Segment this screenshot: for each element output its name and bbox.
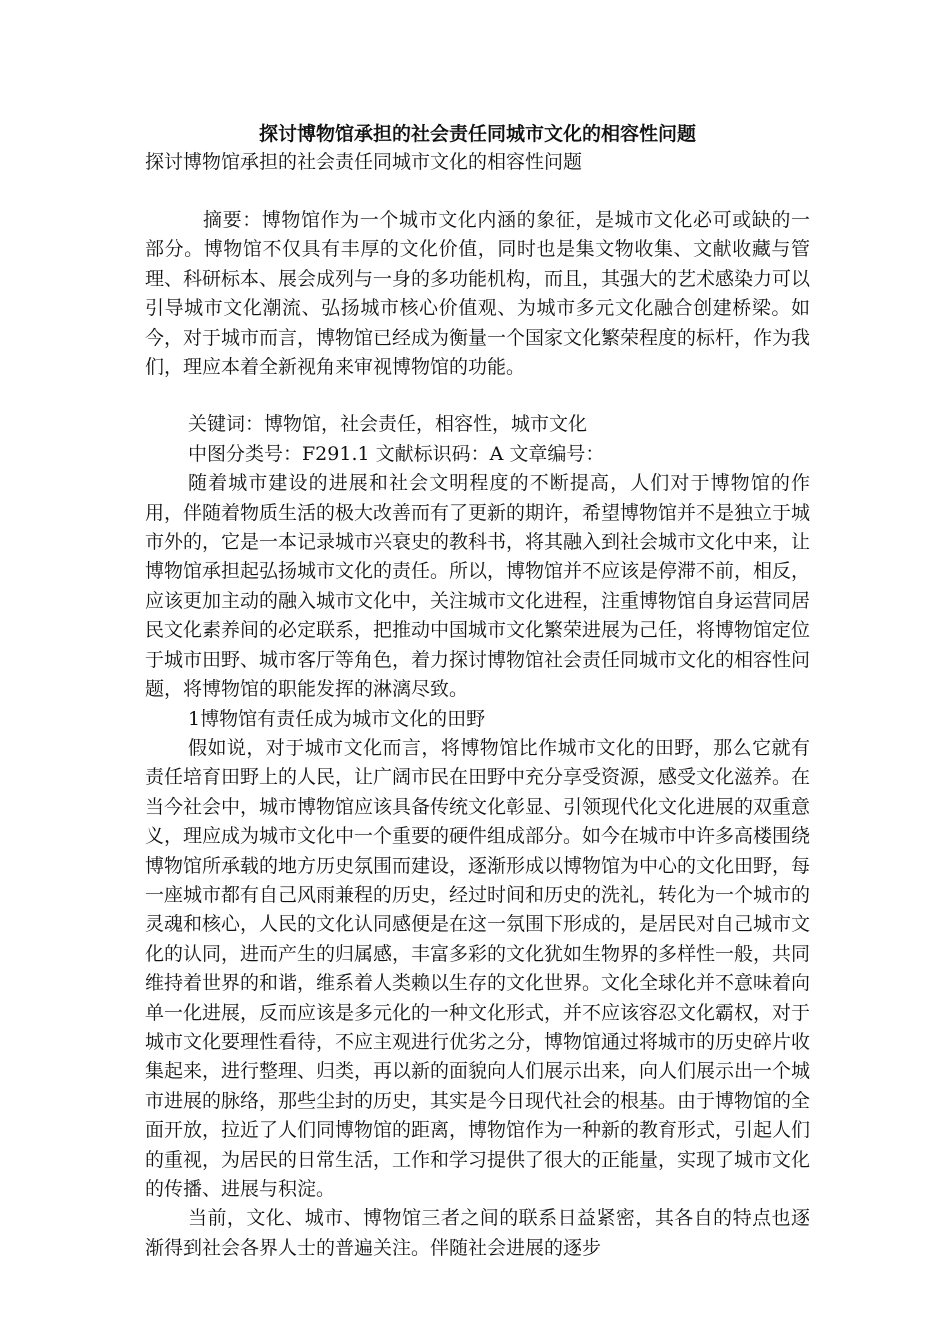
spacer xyxy=(145,382,810,410)
classification-line: 中图分类号：F291.1 文献标识码：A 文章编号： xyxy=(188,442,605,465)
intro-paragraph: 随着城市建设的进展和社会文明程度的不断提高，人们对于博物馆的作用，伴随着物质生活的极大改善而有了更新的期许，希望博物馆并不是独立于城市外的，它是一本记录城市兴衰史的教科书，将其融入到社会城市文化中来，让博物馆承担起弘扬城市文化的责任。所以，博物馆并不应该是停滞不前，相反，应该更加主动的融入城市文化中，关注城市文化进程，注重博物馆自身运营同居民文化素养间的必定联系，把推动中国城市文化繁荣进展为己任，将博物馆定位于城市田野、城市客厅等角色，着力探讨博物馆社会责任同城市文化的相容性问题，将博物馆的职能发挥的淋漓尽致。 xyxy=(145,472,811,701)
document-page xyxy=(145,120,810,1263)
keywords-line: 关键词：博物馆，社会责任，相容性，城市文化 xyxy=(188,413,588,436)
body-paragraph: 当前，文化、城市、博物馆三者之间的联系日益紧密，其各自的特点也逐渐得到社会各界人士的普遍关注。伴随社会进展的逐步 xyxy=(145,1207,810,1259)
body-paragraph: 假如说，对于城市文化而言，将博物馆比作城市文化的田野，那么它就有责任培育田野上的人民，让广阔市民在田野中充分享受资源，感受文化滋养。在当今社会中，城市博物馆应该具备传统文化彰显、引领现代化文化进展的双重意义，理应成为城市文化中一个重要的硬件组成部分。如今在城市中许多高楼围绕博物馆所承载的地方历史氛围而建设，逐渐形成以博物馆为中心的文化田野，每一座城市都有自己风雨兼程的历史，经过时间和历史的洗礼，转化为一个城市的灵魂和核心，人民的文化认同感便是在这一氛围下形成的，是居民对自己城市文化的认同，进而产生的归属感，丰富多彩的文化犹如生物界的多样性一般，共同维持着世界的和谐，维系着人类赖以生存的文化世界。文化全球化并不意味着向单一化进展，反而应该是多元化的一种文化形式，并不应该容忍文化霸权，对于城市文化要理性看待，不应主观进行优劣之分，博物馆通过将城市的历史碎片收集起来，进行整理、归类，再以新的面貌向人们展示出来，向人们展示出一个城市进展的脉络，那些尘封的历史，其实是今日现代社会的根基。由于博物馆的全面开放，拉近了人们同博物馆的距离，博物馆作为一种新的教育形式，引起人们的重视，为居民的日常生活，工作和学习提供了很大的正能量，实现了城市文化的传播、进展与积淀。 xyxy=(145,736,811,1200)
section-heading: 1博物馆有责任成为城市文化的田野 xyxy=(188,707,486,730)
abstract-paragraph: 摘要：博物馆作为一个城市文化内涵的象征，是城市文化必可或缺的一部分。博物馆不仅具有丰厚的文化价值，同时也是集文物收集、文献收藏与管理、科研标本、展会成列与一身的多功能机构，而且，其强大的艺术感染力可以引导城市文化潮流、弘扬城市核心价值观、为城市多元文化融合创建桥梁。如今，对于城市而言，博物馆已经成为衡量一个国家文化繁荣程度的标杆，作为我们，理应本着全新视角来审视博物馆的功能。 xyxy=(145,209,811,379)
document-title: 探讨博物馆承担的社会责任同城市文化的相容性问题 xyxy=(258,123,696,145)
spacer xyxy=(145,176,810,206)
document-subtitle: 探讨博物馆承担的社会责任同城市文化的相容性问题 xyxy=(145,151,583,173)
